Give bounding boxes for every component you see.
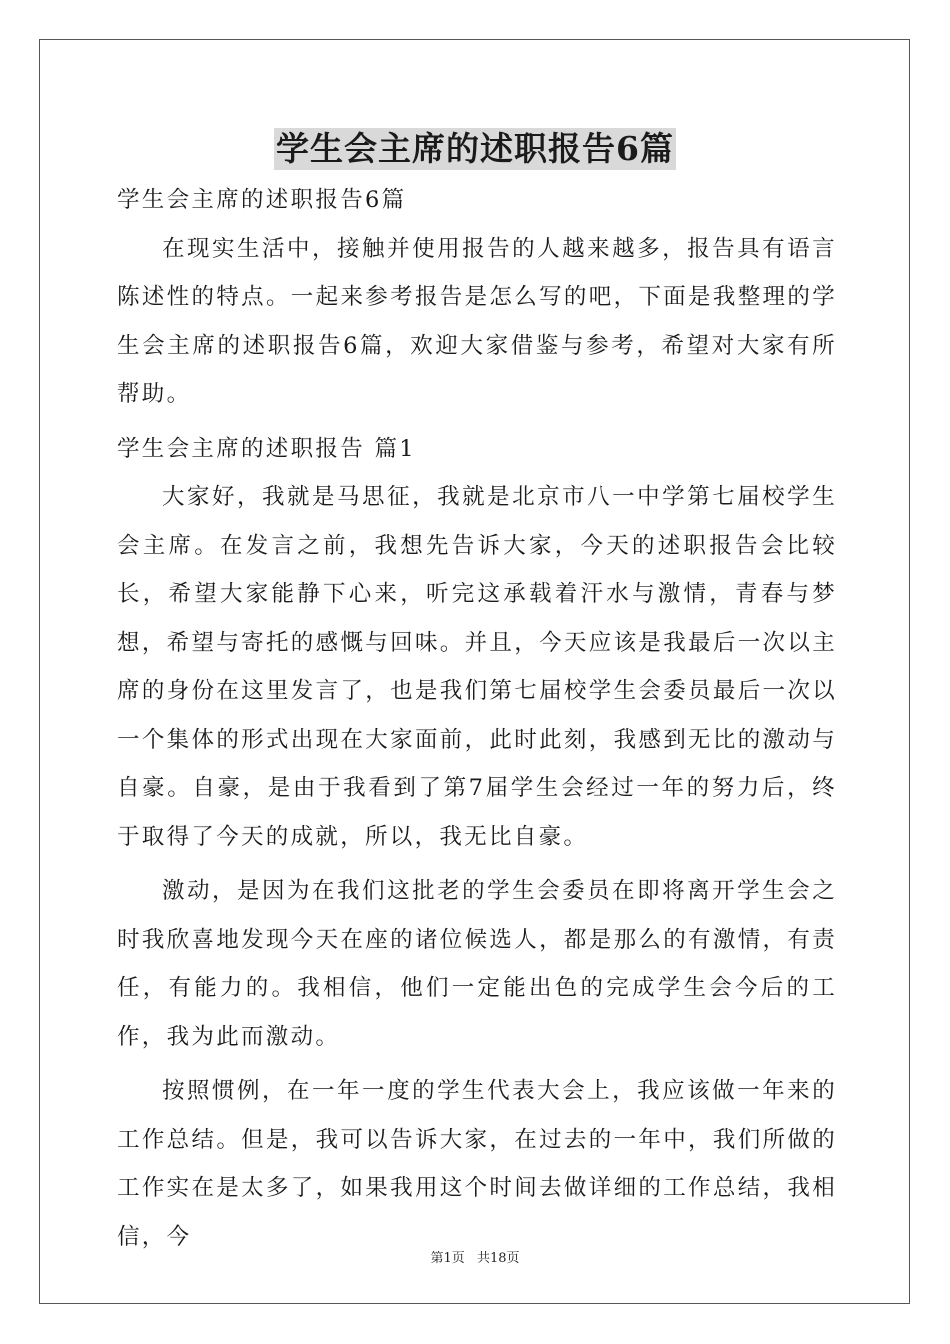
page-footer — [0, 1247, 950, 1266]
document-body — [117, 176, 837, 1267]
body-paragraph-2: 激动，是因为在我们这批老的学生会委员在即将离开学生会之时我欣喜地发现今天在座的诸位候选人，都是那么的有激情，有责任，有能力的。我相信，他们一定能出色的完成学生会今后的工作，我为此而激动。 — [117, 878, 837, 1050]
section-heading: 学生会主席的述职报告 篇1 — [117, 435, 416, 462]
body-paragraph-1: 大家好，我就是马思征，我就是北京市八一中学第七届校学生会主席。在发言之前，我想先告诉大家，今天的述职报告会比较长，希望大家能静下心来，听完这承载着汗水与激情，青春与梦想，希望与寄托的感慨与回味。并且，今天应该是我最后一次以主席的身份在这里发言了，也是我们第七届校学生会委员最后一次以一个集体的形式出现在大家面前，此时此刻，我感到无比的激动与自豪。自豪，是由于我看到了第7届学生会经过一年的努力后，终于取得了今天的成就，所以，我无比自豪。 — [117, 484, 837, 850]
page-total: 共18页 — [476, 1251, 520, 1266]
title-container — [0, 128, 950, 170]
body-paragraph-3: 按照惯例，在一年一度的学生代表大会上，我应该做一年来的工作总结。但是，我可以告诉大家，在过去的一年中，我们所做的工作实在是太多了，如果我用这个时间去做详细的工作总结，我相信，今 — [117, 1078, 837, 1250]
intro-paragraph: 在现实生活中，接触并使用报告的人越来越多，报告具有语言陈述性的特点。一起来参考报告是怎么写的吧，下面是我整理的学生会主席的述职报告6篇，欢迎大家借鉴与参考，希望对大家有所帮助。 — [117, 235, 837, 407]
document-title: 学生会主席的述职报告6篇 — [276, 129, 674, 168]
document-subtitle: 学生会主席的述职报告6篇 — [117, 187, 407, 213]
page-number: 第1页 — [430, 1251, 465, 1266]
